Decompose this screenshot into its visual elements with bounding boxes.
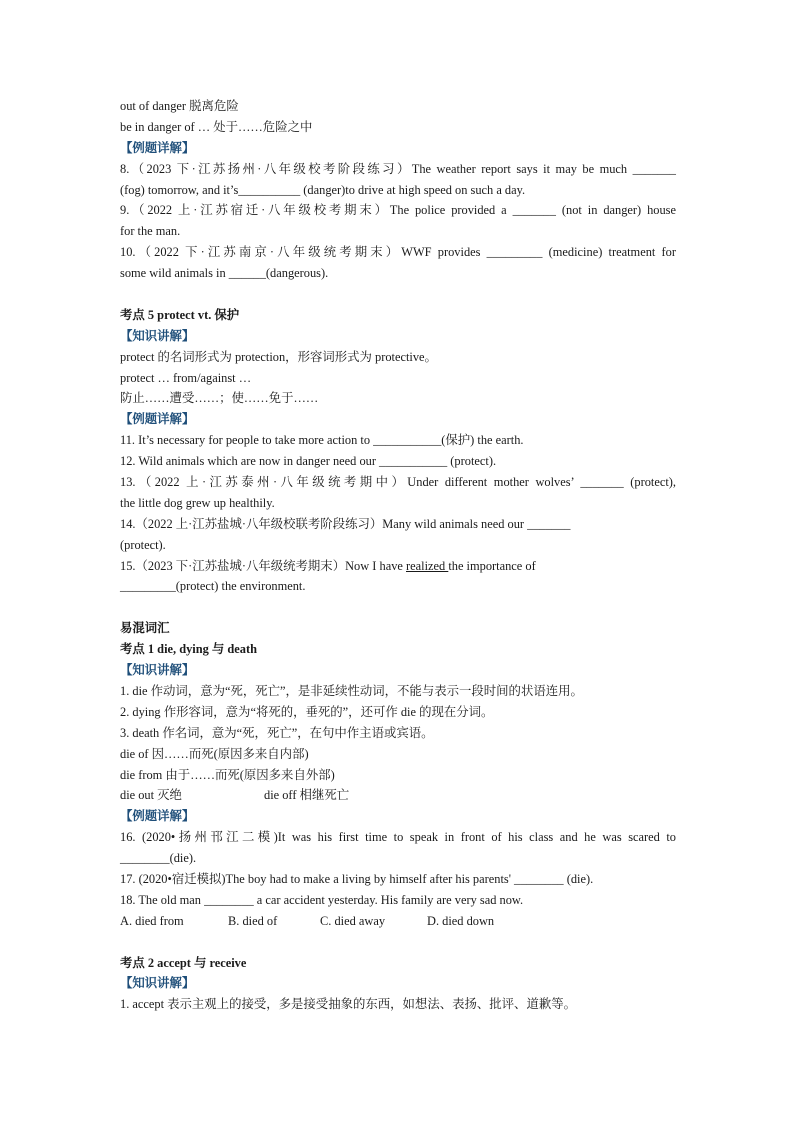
question-10-cont: some wild animals in ______(dangerous). <box>120 266 329 281</box>
example-heading: 【例题详解】 <box>120 809 195 824</box>
question-11: 11. It’s necessary for people to take more action to ___________(保护) the earth. <box>120 433 524 448</box>
topic-heading-protect: 考点 5 protect vt. 保护 <box>120 307 240 322</box>
option-b: B. died of <box>228 913 278 928</box>
question-8-cont: (fog) tomorrow, and it’s__________ (danger)to drive at high speed on such a day. <box>120 182 526 197</box>
explanation-line: protect … from/against … <box>120 370 252 385</box>
question-15-text-end: the importance of <box>448 558 536 573</box>
question-8: 8.（2023 下·江苏扬州·八年级校考阶段练习）The weather report says it may be much _______ <box>120 161 676 176</box>
section-title: 易混词汇 <box>120 621 170 636</box>
question-15-text: 15.（2023 下·江苏盐城·八年级统考期末）Now I have <box>120 558 406 573</box>
question-13: 13.（2022 上·江苏泰州·八年级统考期中）Under different mother wolves’ _______ (protect), <box>120 475 676 490</box>
explanation-line: protect 的名词形式为 protection，形容词形式为 protective。 <box>120 349 437 364</box>
question-13-cont: the little dog grew up healthily. <box>120 495 275 510</box>
explanation-line: 3. death 作名词，意为“死，死亡”，在句中作主语或宾语。 <box>120 725 434 740</box>
underlined-word: realized <box>406 558 449 573</box>
question-15-cont: _________(protect) the environment. <box>120 579 306 594</box>
question-18: 18. The old man ________ a car accident yesterday. His family are very sad now. <box>120 892 524 907</box>
phrase-line <box>120 785 676 806</box>
knowledge-heading: 【知识讲解】 <box>120 328 195 343</box>
question-14-cont: (protect). <box>120 537 166 552</box>
question-14: 14.（2022 上·江苏盐城·八年级校联考阶段练习）Many wild animals need our _______ <box>120 516 571 531</box>
knowledge-heading: 【知识讲解】 <box>120 663 195 678</box>
topic-heading-die: 考点 1 die, dying 与 death <box>120 642 258 657</box>
knowledge-heading: 【知识讲解】 <box>120 976 195 991</box>
explanation-line: 2. dying 作形容词，意为“将死的，垂死的”，还可作 die 的现在分词。 <box>120 704 494 719</box>
phrase-line: die from 由于……而死(原因多来自外部) <box>120 767 335 782</box>
document-page <box>120 96 676 1015</box>
phrase-die-out: die out 灭绝 <box>120 788 182 803</box>
phrase-line: die of 因……而死(原因多来自内部) <box>120 746 309 761</box>
question-12: 12. Wild animals which are now in danger need our ___________ (protect). <box>120 454 497 469</box>
question-9: 9.（2022 上·江苏宿迁·八年级校考期末）The police provided a _______ (not in danger) house <box>120 203 676 218</box>
question-17: 17. (2020•宿迁模拟)The boy had to make a living by himself after his parents' ________ (die). <box>120 871 594 886</box>
option-d: D. died down <box>427 913 495 928</box>
question-15 <box>120 556 676 577</box>
question-9-cont: for the man. <box>120 224 181 239</box>
explanation-line: 防止……遭受……；使……免于…… <box>120 391 319 406</box>
option-c: C. died away <box>320 913 386 928</box>
explanation-line: 1. accept 表示主观上的接受，多是接受抽象的东西，如想法、表扬、批评、道歉等。 <box>120 997 577 1012</box>
vocab-line: be in danger of … 处于……危险之中 <box>120 119 313 134</box>
question-10: 10.（2022 下·江苏南京·八年级统考期末）WWF provides _________ (medicine) treatment for <box>120 245 676 260</box>
topic-heading-accept: 考点 2 accept 与 receive <box>120 955 247 970</box>
example-heading: 【例题详解】 <box>120 412 195 427</box>
answer-options <box>120 911 676 932</box>
question-16-cont: ________(die). <box>120 851 197 866</box>
option-a: A. died from <box>120 913 184 928</box>
explanation-line: 1. die 作动词，意为“死，死亡”，是非延续性动词，不能与表示一段时间的状语连用。 <box>120 683 583 698</box>
phrase-die-off: die off 相继死亡 <box>264 788 350 803</box>
example-heading: 【例题详解】 <box>120 140 195 155</box>
question-16: 16. (2020•扬州邗江二模)It was his first time to speak in front of his class and he was scared to <box>120 830 676 845</box>
vocab-line: out of danger 脱离危险 <box>120 99 239 113</box>
